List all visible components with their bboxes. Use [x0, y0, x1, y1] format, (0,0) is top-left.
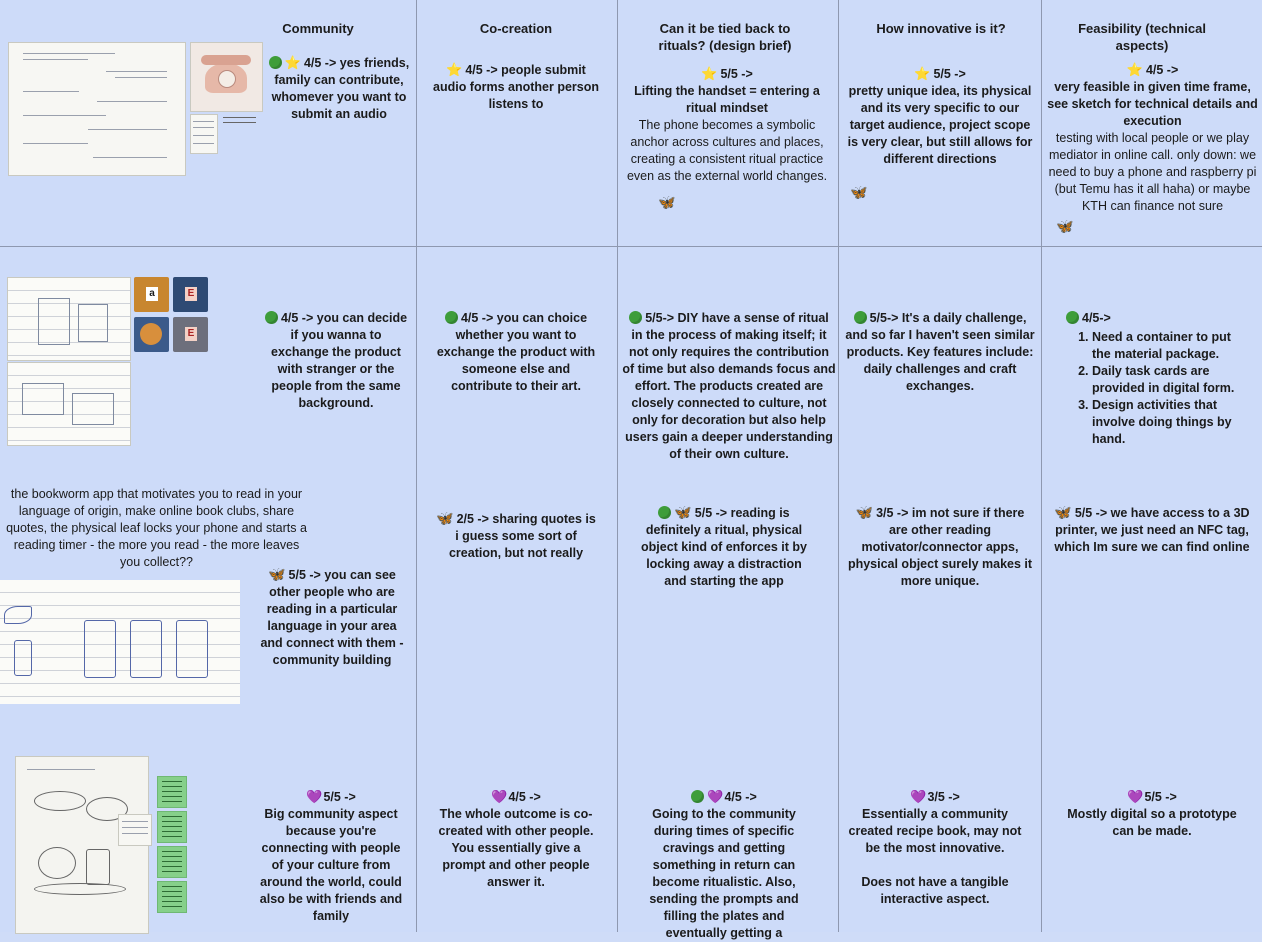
craft-photo-tile[interactable] — [134, 317, 169, 352]
list-item: 1. Need a container to put the material package. — [1092, 329, 1246, 363]
star-icon: ⭐ — [914, 66, 931, 81]
r4-community-text — [256, 788, 406, 925]
r2-cocreation-text — [430, 310, 602, 395]
r4-innovative-body: Essentially a community created recipe book, may not be the most innovative. — [848, 807, 1022, 855]
r4-cocreation-text — [436, 788, 596, 891]
r4-feasibility-text — [1062, 788, 1242, 840]
star-icon: ⭐ — [701, 66, 718, 81]
r3-feasibility-body: 5/5 -> we have access to a 3D printer, we just need an NFC tag, which Im sure we can find online — [1054, 506, 1250, 554]
r1-cocreation-score: 4/5 -> people submit audio forms another person listens to — [433, 63, 599, 111]
r4-feasibility-body: Mostly digital so a prototype can be made. — [1067, 807, 1237, 838]
green-circle-icon — [1066, 311, 1079, 324]
tile-e-label: E — [185, 287, 197, 301]
column-divider — [416, 0, 417, 932]
r4-cocreation-score: 4/5 -> — [508, 790, 541, 804]
r3-ritual-body: 5/5 -> reading is definitely a ritual, physical object kind of enforces it by locking away a distraction and starting the app — [641, 506, 807, 588]
column-divider — [617, 0, 618, 932]
sketch-notes-image[interactable] — [8, 42, 186, 176]
r2-innovative-text — [845, 310, 1035, 395]
r4-cocreation-body: The whole outcome is co-created with other people. You essentially give a prompt and other people answer it. — [438, 807, 594, 889]
doc-caption-image — [220, 114, 260, 126]
r1-ritual-title: Lifting the handset = entering a ritual mindset — [634, 84, 820, 115]
sticky-note[interactable] — [157, 776, 187, 808]
r2-feasibility-score: 4/5-> — [1082, 311, 1111, 325]
r1-feasibility-score: 4/5 -> — [1145, 63, 1179, 77]
header-cocreation: Co-creation — [479, 21, 553, 36]
r1-cocreation-text — [430, 61, 602, 113]
green-circle-icon — [854, 311, 867, 324]
list-item: 3. Design activities that involve doing things by hand. — [1092, 397, 1246, 448]
green-circle-icon — [691, 790, 704, 803]
green-circle-icon — [269, 56, 282, 69]
r3-cocreation-text — [436, 510, 596, 562]
butterfly-icon: 🦋 — [658, 194, 676, 210]
r3-community-text — [258, 566, 406, 669]
r3-innovative-text — [845, 504, 1035, 590]
r4-ritual-text — [644, 788, 804, 940]
r2-ritual-body: 5/5-> DIY have a sense of ritual in the process of making itself; it not only requires the contribution of time but also demands focus and effort. The products created are closely connected to culture, not only for decoration but also help users gain a deeper understanding of their own culture. — [622, 311, 836, 461]
r1-ritual-desc: The phone becomes a symbolic anchor across cultures and places, creating a consistent ritual practice even as the external world changes. — [626, 118, 828, 183]
r2-feasibility-list — [1066, 329, 1246, 448]
butterfly-icon: 🦋 — [1056, 218, 1074, 234]
r1-innovative-score: 5/5 -> — [933, 67, 966, 81]
craft-photo-tile[interactable] — [134, 277, 169, 312]
r4-innovative-score: 3/5 -> — [927, 790, 960, 804]
r4-community-body: Big community aspect because you're connecting with people of your culture from around the world, could also be with friends and family — [259, 807, 403, 923]
star-icon: ⭐ — [1126, 62, 1143, 77]
r2-cocreation-body: 4/5 -> you can choice whether you want to exchange the product with someone else and contribute to their art. — [436, 311, 596, 393]
r4-ritual-score: 4/5 -> — [724, 790, 757, 804]
tile-a-label: a — [146, 287, 158, 301]
butterfly-icon: 🦋 — [436, 510, 454, 526]
green-circle-icon — [658, 506, 671, 519]
r3-ritual-text — [640, 504, 808, 590]
sticky-note[interactable] — [157, 811, 187, 843]
column-divider — [1041, 0, 1042, 932]
r2-ritual-text — [622, 310, 836, 463]
r1-innovative-body: pretty unique idea, its physical and its very specific to our target audience, project scope is very clear, but still allows for different directions — [847, 84, 1033, 166]
r3-innovative-body: 3/5 -> im not sure if there are other reading motivator/connector apps, physical object surely makes it more unique. — [847, 506, 1033, 588]
r1-feasibility-desc: testing with local people or we play mediator in online call. only down: we need to buy a phone and raspberry pi (but Temu has it all haha) or maybe KTH can finance not sure — [1048, 131, 1257, 213]
craft-photo-tile[interactable] — [173, 277, 208, 312]
r4-ritual-body: Going to the community during times of specific cravings and getting something in return can become ritualistic. Also, sending the prompts and filling the plates and eventually getting a — [649, 807, 799, 940]
butterfly-icon: 🦋 — [850, 184, 868, 200]
r3-cocreation-body: 2/5 -> sharing quotes is i guess some sort of creation, but not really — [448, 512, 596, 560]
r1-ritual-score: 5/5 -> — [720, 67, 753, 81]
r3-feasibility-text — [1052, 504, 1252, 556]
purple-heart-icon: 💜 — [910, 789, 927, 804]
butterfly-icon: 🦋 — [855, 504, 874, 520]
r2-community-body: 4/5 -> you can decide if you wanna to exchange the product with stranger or the people from the same background. — [271, 311, 408, 410]
star-icon: ⭐ — [446, 62, 463, 77]
green-circle-icon — [445, 311, 458, 324]
purple-heart-icon: 💜 — [491, 789, 508, 804]
r2-innovative-body: 5/5-> It's a daily challenge, and so far I haven't seen similar products. Key features include: daily challenges and craft exchanges. — [845, 311, 1035, 393]
header-innovative: How innovative is it? — [876, 21, 1006, 36]
r2-community-text — [262, 310, 410, 412]
r1-innovative-text — [845, 65, 1035, 168]
bookworm-sketch-image[interactable] — [0, 580, 240, 704]
star-icon: ⭐ — [284, 55, 301, 70]
butterfly-icon: 🦋 — [674, 504, 692, 520]
r3-idea-text: the bookworm app that motivates you to read in your language of origin, make online book clubs, share quotes, the physical leaf locks your phone and starts a reading timer - the more you read - the more leaves you collect?? — [6, 487, 307, 569]
header-rituals: Can it be tied back to rituals? (design brief) — [658, 21, 792, 53]
doc-thumbnail-image[interactable] — [190, 114, 218, 154]
column-divider — [838, 0, 839, 932]
green-circle-icon — [629, 311, 642, 324]
note-thumbnail-image[interactable] — [118, 814, 152, 846]
r1-community-score: 4/5 -> yes friends, family can contribute, whomever you want to submit an audio — [271, 56, 410, 121]
purple-heart-icon: 💜 — [306, 789, 323, 804]
r1-feasibility-body: very feasible in given time frame, see sketch for technical details and execution — [1047, 80, 1258, 128]
butterfly-icon: 🦋 — [1054, 504, 1072, 520]
green-circle-icon — [265, 311, 278, 324]
rotary-phone-image[interactable] — [190, 42, 263, 112]
r4-feasibility-score: 5/5 -> — [1144, 790, 1177, 804]
row-divider — [0, 246, 1262, 247]
butterfly-icon: 🦋 — [268, 566, 286, 582]
r1-community-text — [262, 54, 416, 123]
r4-community-score: 5/5 -> — [323, 790, 356, 804]
purple-heart-icon: 💜 — [707, 789, 724, 804]
sticky-note[interactable] — [157, 881, 187, 913]
list-item: 2. Daily task cards are provided in digital form. — [1092, 363, 1246, 397]
r1-ritual-text — [622, 65, 832, 185]
header-community: Community — [282, 21, 354, 36]
diy-sketch-image-1[interactable] — [7, 277, 131, 361]
header-feasibility: Feasibility (technical aspects) — [1078, 21, 1206, 53]
r4-innovative-note: Does not have a tangible interactive aspect. — [861, 875, 1009, 906]
tile-e-label: E — [185, 327, 197, 341]
purple-heart-icon: 💜 — [1127, 789, 1144, 804]
diy-sketch-image-2[interactable] — [7, 362, 131, 446]
r3-community-body: 5/5 -> you can see other people who are reading in a particular language in your area and connect with them - community building — [260, 568, 404, 667]
r4-innovative-text — [845, 788, 1025, 908]
sticky-note[interactable] — [157, 846, 187, 878]
craft-photo-tile[interactable] — [173, 317, 208, 352]
r2-feasibility-text — [1066, 310, 1246, 448]
r1-feasibility-text — [1045, 61, 1260, 215]
